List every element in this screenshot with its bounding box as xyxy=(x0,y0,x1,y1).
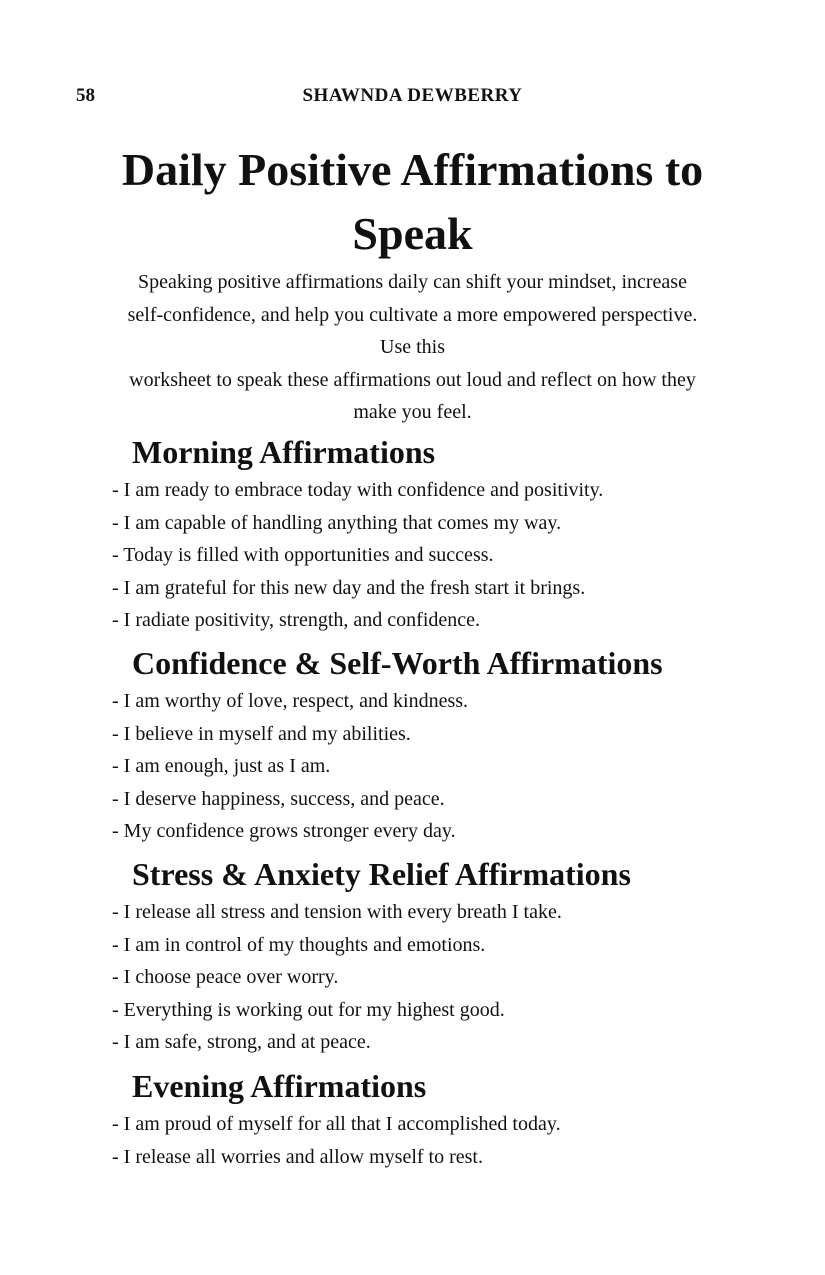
list-item: - I am ready to embrace today with confidence and positivity. xyxy=(112,479,604,501)
section-evening-affirmations xyxy=(0,1064,825,1173)
list-item: - I am grateful for this new day and the fresh start it brings. xyxy=(112,576,586,599)
section-heading: Morning Affirmations xyxy=(132,434,436,470)
intro-line: Speaking positive affirmations daily can shift your mindset, increase xyxy=(138,271,687,293)
section-heading: Evening Affirmations xyxy=(132,1068,427,1104)
list-item: - I believe in myself and my abilities. xyxy=(112,722,411,745)
list-item: - I am enough, just as I am. xyxy=(112,755,331,778)
list-item: - I release all stress and tension with every breath I take. xyxy=(112,901,562,923)
list-item: - I am worthy of love, respect, and kindness. xyxy=(112,690,469,712)
intro-line: self-confidence, and help you cultivate a more empowered perspective. xyxy=(127,303,698,326)
intro-paragraph xyxy=(60,266,765,429)
list-item: - I release all worries and allow myself to rest. xyxy=(112,1145,483,1168)
running-head: SHAWNDA DEWBERRY xyxy=(302,85,523,106)
list-item: - I deserve happiness, success, and peace. xyxy=(112,787,445,810)
list-item: - I am capable of handling anything that comes my way. xyxy=(112,511,562,534)
list-item: - I am in control of my thoughts and emotions. xyxy=(112,933,486,956)
affirmation-list xyxy=(0,474,825,637)
affirmation-list xyxy=(0,1108,825,1173)
intro-line: make you feel. xyxy=(353,401,472,423)
intro-line: worksheet to speak these affirmations out loud and reflect on how they xyxy=(129,368,696,391)
list-item: - I radiate positivity, strength, and confidence. xyxy=(112,609,481,632)
affirmation-list xyxy=(0,896,825,1059)
section-heading: Confidence & Self-Worth Affirmations xyxy=(132,645,663,681)
list-item: - I choose peace over worry. xyxy=(112,966,339,989)
list-item: - My confidence grows stronger every day. xyxy=(112,820,456,843)
affirmation-list xyxy=(0,685,825,848)
section-heading: Stress & Anxiety Relief Affirmations xyxy=(132,856,631,892)
list-item: - Today is filled with opportunities and success. xyxy=(112,544,494,567)
page-title: Daily Positive Affirmations to Speak xyxy=(121,144,704,259)
intro-line: Use this xyxy=(380,336,445,358)
list-item: - I am proud of myself for all that I accomplished today. xyxy=(112,1113,561,1135)
section-confidence-affirmations xyxy=(0,641,825,848)
section-morning-affirmations xyxy=(0,430,825,637)
section-stress-affirmations xyxy=(0,852,825,1059)
page-number: 58 xyxy=(76,85,95,106)
list-item: - I am safe, strong, and at peace. xyxy=(112,1031,371,1054)
list-item: - Everything is working out for my highest good. xyxy=(112,998,505,1021)
